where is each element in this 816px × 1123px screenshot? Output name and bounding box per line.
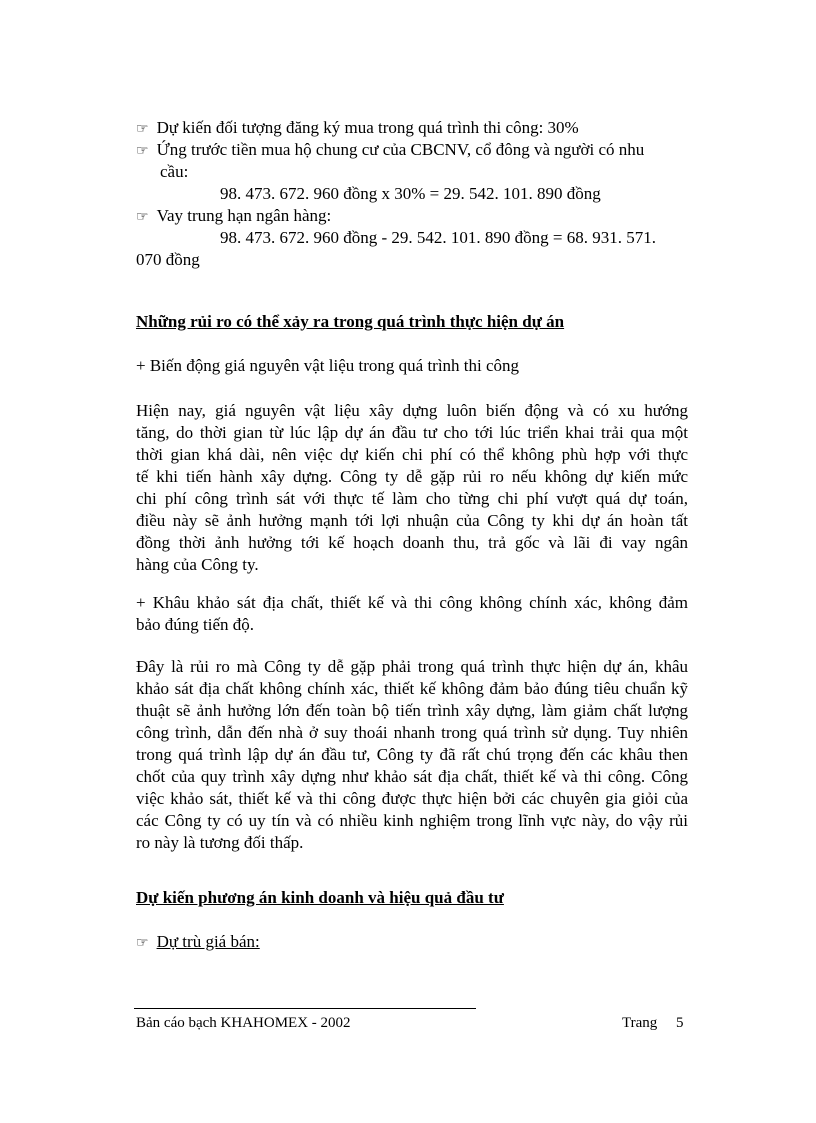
risk-1-title: + Biến động giá nguyên vật liệu trong quá trình thi công	[136, 356, 520, 375]
pointing-hand-icon: ☞	[136, 143, 149, 159]
footer-document-title: Bản cáo bạch KHAHOMEX - 2002	[136, 1015, 351, 1031]
risk-2-paragraph: Đây là rủi ro mà Công ty dễ gặp phải trong quá trình thực hiện dự án, khâu khảo sát địa chất không chính xác, thiết kế không đảm bảo đúng tiêu chuẩn kỹ thuật sẽ ảnh hưởng lớn đến toàn bộ tiến trình xây dựng, làm giảm chất lượng công trình, dẫn đến nhà ở suy thoái nhanh trong quá trình sử dụng. Tuy nhiên trong quá trình lập dự án đầu tư, Công ty đã rất chú trọng đến các khâu then chốt của quy trình xây dựng như khảo sát địa chất, thiết kế và thi công. Công việc khảo sát, thiết kế và thi công được thực hiện bởi các chuyên gia giỏi của các Công ty có uy tín và có nhiều kinh nghiệm trong lĩnh vực này, do vậy rủi ro này là tương đối thấp.	[136, 657, 688, 852]
footer-divider	[134, 1008, 476, 1009]
footer-page-number: Trang 5	[622, 1015, 684, 1031]
calculation-line: 98. 473. 672. 960 đồng x 30% = 29. 542. 101. 890 đồng	[220, 184, 601, 203]
bullet-item: ☞ Dự kiến đối tượng đăng ký mua trong quá trình thi công: 30%	[136, 118, 579, 137]
risk-2-title: + Khâu khảo sát địa chất, thiết kế và thi công không chính xác, không đảm bảo đúng tiến độ.	[136, 593, 688, 634]
bullet-continuation: cầu:	[160, 162, 189, 181]
pointing-hand-icon: ☞	[136, 121, 149, 137]
risk-1-paragraph: Hiện nay, giá nguyên vật liệu xây dựng luôn biến động và có xu hướng tăng, do thời gian từ lúc lập dự án đầu tư cho tới lúc triển khai trải qua một thời gian khá dài, nên việc dự kiến chi phí có thể không phù hợp với thực tế khi tiến hành xây dựng. Công ty dễ gặp rủi ro nếu không dự kiến mức chi phí công trình sát với thực tế làm cho từng chi phí vượt quá dự toán, điều này sẽ ảnh hưởng mạnh tới lợi nhuận của Công ty khi dự án hoàn tất đồng thời ảnh hưởng tới kế hoạch doanh thu, trả gốc và lãi đi vay ngân hàng của Công ty.	[136, 401, 688, 574]
bullet-item: ☞ Ứng trước tiền mua hộ chung cư của CBCNV, cổ đông và người có nhu	[136, 140, 645, 159]
pointing-hand-icon: ☞	[136, 209, 149, 225]
calculation-line: 98. 473. 672. 960 đồng - 29. 542. 101. 890 đồng = 68. 931. 571.	[220, 228, 656, 247]
bullet-item: ☞ Dự trù giá bán:	[136, 932, 260, 951]
section-heading-risks: Những rủi ro có thể xảy ra trong quá trình thực hiện dự án	[136, 312, 565, 331]
pointing-hand-icon: ☞	[136, 935, 149, 951]
calculation-line: 070 đồng	[136, 250, 200, 269]
section-heading-business: Dự kiến phương án kinh doanh và hiệu quả đầu tư	[136, 888, 504, 907]
bullet-item: ☞ Vay trung hạn ngân hàng:	[136, 206, 332, 225]
